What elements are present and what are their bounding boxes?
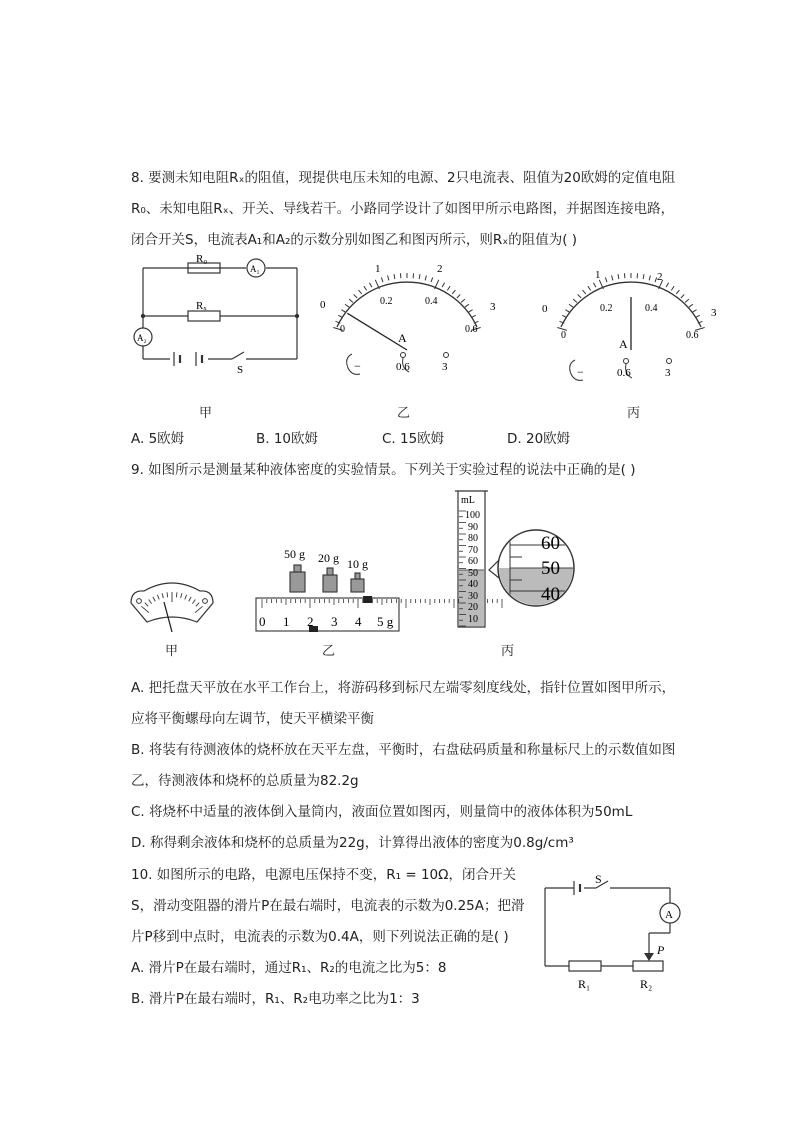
tick-top-1: 1	[375, 263, 381, 275]
zoom-mark-60: 60	[541, 533, 560, 554]
q8-caption-jia: 甲	[199, 406, 213, 421]
slider-arrow	[644, 953, 654, 961]
weight-label-10g: 10 g	[347, 557, 368, 571]
r0-label: R₀	[196, 253, 208, 265]
q9-option-a-2: 应将平衡螺母向左调节，使天平横梁平衡	[131, 711, 374, 727]
r1-resistor	[569, 961, 601, 971]
tick-top-2-bing: 2	[657, 271, 663, 283]
tick-bottom-2: 0.4	[425, 296, 438, 307]
q10-line-2: S，滑动变阻器的滑片P在最右端时，电流表的示数为0.25A；把滑	[131, 898, 525, 914]
q9-stem: 9. 如图所示是测量某种液体密度的实验情景。下列关于实验过程的说法中正确的是( )	[131, 462, 636, 478]
tick-top-2: 2	[437, 263, 443, 275]
tick-bottom-1-bing: 0.2	[600, 303, 613, 314]
tick-bottom-3: 0.6	[465, 324, 478, 335]
ruler-tick-0: 0	[259, 614, 266, 629]
zoom-mark-40: 40	[541, 584, 560, 605]
weight-label-50g: 50 g	[284, 547, 305, 561]
terminal-3-bing: 3	[665, 367, 671, 379]
tick-top-3-bing: 3	[711, 307, 717, 319]
r2-label: R₂	[640, 977, 653, 991]
slider-p-label: P	[657, 943, 665, 957]
cylinder-unit: mL	[461, 495, 475, 506]
q8-option-c: C. 15欧姆	[382, 431, 445, 447]
q9-caption-bing: 丙	[501, 644, 515, 659]
cyl-mark-100: 100	[465, 510, 480, 521]
ruler-tick-3: 3	[331, 614, 338, 629]
cyl-mark-50: 50	[468, 568, 478, 579]
cyl-mark-70: 70	[468, 545, 478, 556]
cyl-mark-60: 60	[468, 556, 478, 567]
switch-s-label: S	[237, 364, 244, 376]
ruler-tick-4: 4	[355, 614, 362, 629]
meter-unit: A	[398, 331, 407, 345]
q9-option-b-2: 乙，待测液体和烧杯的总质量为82.2g	[131, 773, 359, 789]
switch-s-q10: S	[595, 872, 602, 886]
q9-caption-jia: 甲	[165, 644, 179, 659]
q9-option-c: C. 将烧杯中适量的液体倒入量筒内，液面位置如图丙，则量筒中的液体体积为50mL	[131, 804, 633, 820]
tick-bottom-0-bing: 0	[561, 330, 566, 341]
q9-option-d: D. 称得剩余液体和烧杯的总质量为22g，计算得出液体的密度为0.8g/cm³	[131, 835, 574, 851]
cyl-mark-20: 20	[468, 602, 478, 613]
tick-bottom-2-bing: 0.4	[645, 303, 658, 314]
tick-bottom-3-bing: 0.6	[686, 330, 699, 341]
q10-option-a: A. 滑片P在最右端时，通过R₁、R₂的电流之比为5：8	[131, 960, 447, 976]
tick-top-3: 3	[490, 301, 496, 313]
q8-option-b: B. 10欧姆	[256, 431, 319, 447]
r2-resistor	[633, 961, 663, 971]
r1-label: R₁	[578, 977, 591, 991]
terminal-06-bing: 0.6	[617, 367, 631, 379]
ammeter-label-q10: A	[665, 909, 673, 921]
q8-line-2: R₀、未知电阻Rₓ、开关、导线若干。小路同学设计了如图甲所示电路图，并据图连接电路，	[131, 201, 675, 217]
ruler-tick-5: 5 g	[377, 614, 394, 629]
q9-caption-yi: 乙	[322, 644, 336, 659]
cyl-mark-30: 30	[468, 591, 478, 602]
rx-label: Rₓ	[196, 300, 207, 312]
cyl-mark-80: 80	[468, 533, 478, 544]
meter-unit-bing: A	[619, 337, 628, 351]
q9-option-b-1: B. 将装有待测液体的烧杯放在天平左盘，平衡时，右盘砝码质量和称量标尺上的示数值如图	[131, 742, 676, 758]
q9-option-a-1: A. 把托盘天平放在水平工作台上，将游码移到标尺左端零刻度线处，指针位置如图甲所示，	[131, 680, 676, 696]
q10-line-1: 10. 如图所示的电路，电源电压保持不变，R₁ = 10Ω，闭合开关	[131, 867, 516, 883]
ruler-tick-2: 2	[307, 614, 314, 629]
q8-option-d: D. 20欧姆	[507, 431, 571, 447]
q8-caption-bing: 丙	[627, 406, 641, 421]
q8-caption-yi: 乙	[397, 406, 411, 421]
terminal-minus: −	[354, 359, 361, 373]
q8-option-a: A. 5欧姆	[131, 431, 185, 447]
q10-option-b: B. 滑片P在最右端时，R₁、R₂电功率之比为1：3	[131, 991, 420, 1007]
tick-bottom-1: 0.2	[380, 296, 393, 307]
ruler-tick-1: 1	[283, 614, 290, 629]
a2-label: A₂	[137, 333, 147, 343]
cyl-mark-40: 40	[468, 579, 478, 590]
a1-label: A₁	[250, 264, 260, 274]
terminal-06: 0.6	[396, 361, 410, 373]
terminal-3: 3	[442, 361, 448, 373]
tick-top-0: 0	[320, 299, 326, 311]
weight-label-20g: 20 g	[318, 551, 339, 565]
tick-bottom-0: 0	[340, 324, 345, 335]
q8-line-1: 8. 要测未知电阻Rₓ的阻值，现提供电压未知的电源、2只电流表、阻值为20欧姆的定值电阻	[131, 170, 676, 186]
terminal-minus-bing: −	[577, 365, 584, 379]
q8-line-3: 闭合开关S，电流表A₁和A₂的示数分别如图乙和图丙所示，则Rₓ的阻值为( )	[131, 232, 578, 248]
q10-line-3: 片P移到中点时，电流表的示数为0.4A，则下列说法正确的是( )	[131, 929, 509, 945]
cyl-mark-10: 10	[468, 614, 478, 625]
zoom-mark-50: 50	[541, 558, 560, 579]
tick-top-0-bing: 0	[542, 303, 548, 315]
cyl-mark-90: 90	[468, 522, 478, 533]
tick-top-1-bing: 1	[595, 269, 601, 281]
